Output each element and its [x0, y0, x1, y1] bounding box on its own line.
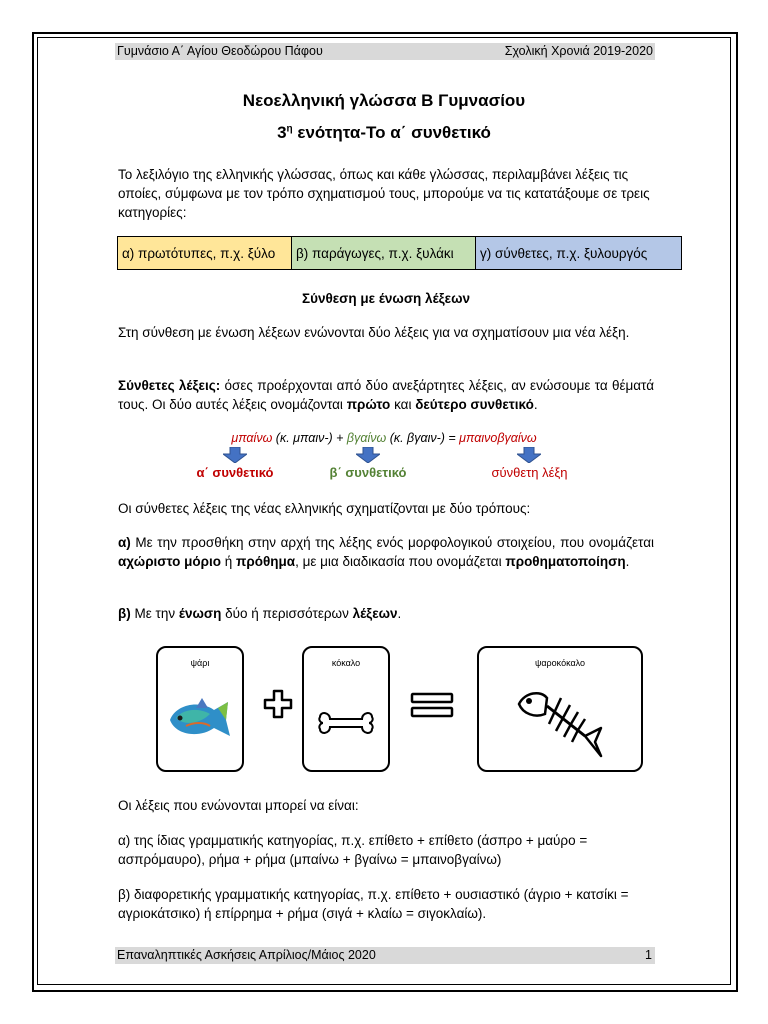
card-label: ψάρι [190, 658, 210, 668]
category-original: α) πρωτότυπες, π.χ. ξύλο [118, 237, 292, 270]
case-b-paragraph: β) διαφορετικής γραμματικής κατηγορίας, π.χ. επίθετο + ουσιαστικό (άγριο + κατσίκι = αγριοκάτσικο) ή επίρρημα + ρήμα (σιγά + κλαίω = σιγοκλαίω). [118, 887, 629, 921]
fish-icon [166, 696, 232, 742]
compound-words-paragraph: Σύνθετες λέξεις: όσες προέρχονται από δύο ανεξάρτητες λέξεις, αν ενώσουμε τα θέματά τους. Οι δύο αυτές λέξεις ονομάζονται πρώτο και δεύτερο συνθετικό. [118, 378, 654, 412]
category-compound: γ) σύνθετες, π.χ. ξυλουργός [476, 237, 682, 270]
unit-superscript: η [286, 123, 293, 135]
definition-paragraph: Στη σύνθεση με ένωση λέξεων ενώνονται δύο λέξεις για να σχηματίσουν μια νέα λέξη. [118, 325, 630, 340]
intro-paragraph: Το λεξιλόγιο της ελληνικής γλώσσας, όπως και κάθε γλώσσας, περιλαμβάνει λέξεις τις οποίες, σύμφωνα με τον τρόπο σχηματισμού τους, μπορούμε να τις κατατάξουμε σε τρεις κατηγορίες: [118, 167, 650, 220]
school-year: Σχολική Χρονιά 2019-2020 [504, 44, 653, 58]
words-can-be: Οι λέξεις που ενώνονται μπορεί να είναι: [118, 798, 359, 813]
way-b-paragraph: β) Με την ένωση δύο ή περισσότερων λέξεων. [118, 606, 402, 621]
document-title: Νεοελληνική γλώσσα Β Γυμνασίου [242, 91, 526, 110]
prefixation-term: προθηματοποίηση [505, 554, 626, 569]
category-derived: β) παράγωγες, π.χ. ξυλάκι [292, 237, 476, 270]
example-compound: μπαινοβγαίνω [459, 431, 537, 445]
section-title: Σύνθεση με ένωση λέξεων [302, 291, 470, 306]
card-label: κόκαλο [331, 658, 361, 668]
label-first-component: α΄ συνθετικό [196, 465, 274, 480]
example-word-1: μπαίνω [231, 431, 273, 445]
unit-title [0, 123, 768, 143]
unit-text: ενότητα-Το α΄ συνθετικό [292, 123, 491, 142]
first-component-term: πρώτο [346, 397, 391, 412]
second-component-term: δεύτερο συνθετικό [415, 397, 534, 412]
card-fishbone [477, 646, 643, 772]
compound-words-term: Σύνθετες λέξεις: [118, 378, 221, 393]
inseparable-particle-term: αχώριστο μόριο [118, 554, 222, 569]
card-label: ψαροκόκαλο [534, 658, 586, 668]
way-a-paragraph: α) Με την προσθήκη στην αρχή της λέξης ενός μορφολογικού στοιχείου, που ονομάζεται αχώριστο μόριο ή πρόθημα, με μια διαδικασία που ονομάζεται προθηματοποίηση. [118, 535, 654, 569]
arrow-down-icon [517, 447, 541, 463]
compound-example: μπαίνω (κ. μπαιν-) + βγαίνω (κ. βγαιν-) = μπαινοβγαίνω [231, 431, 537, 445]
prefix-term: πρόθημα [236, 554, 296, 569]
equals-icon [409, 691, 455, 719]
bone-icon [318, 710, 374, 736]
arrow-down-icon [223, 447, 247, 463]
page-header [115, 43, 655, 60]
case-a-paragraph: α) της ίδιας γραμματικής κατηγορίας, π.χ. επίθετο + επίθετο (άσπρο + μαύρο = ασπρόμαυρο), ρήμα + ρήμα (μπαίνω + βγαίνω = μπαινοβγαίνω) [118, 833, 588, 867]
label-second-component: β΄ συνθετικό [329, 465, 407, 480]
label-compound-word: σύνθετη λέξη [491, 465, 568, 480]
card-bone [302, 646, 390, 772]
page-footer [115, 947, 655, 964]
card-fish [156, 646, 244, 772]
unit-number: 3 [277, 123, 287, 142]
fishbone-icon [515, 684, 607, 764]
union-term: ένωση [178, 606, 222, 621]
plus-icon [263, 689, 293, 719]
example-word-2: βγαίνω [346, 431, 387, 445]
page-number: 1 [645, 948, 652, 962]
ways-intro: Οι σύνθετες λέξεις της νέας ελληνικής σχηματίζονται με δύο τρόπους: [118, 501, 531, 516]
categories-table [117, 236, 682, 270]
arrow-down-icon [356, 447, 380, 463]
footer-title: Επαναληπτικές Ασκήσεις Απρίλιος/Μάιος 2020 [117, 948, 376, 962]
school-name: Γυμνάσιο Α΄ Αγίου Θεοδώρου Πάφου [117, 44, 323, 58]
words-term: λέξεων [352, 606, 398, 621]
